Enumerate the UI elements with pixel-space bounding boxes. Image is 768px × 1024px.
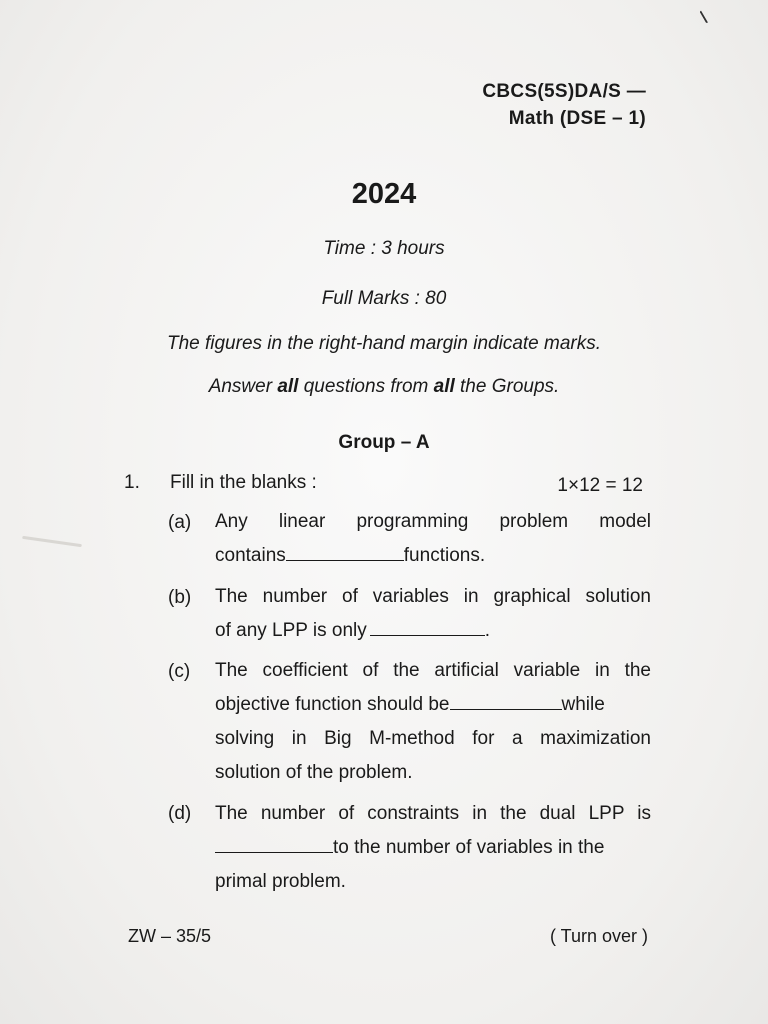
fill-blank — [450, 691, 562, 710]
item-label-b: (b) — [168, 587, 192, 608]
paper-scuff-mark — [22, 536, 82, 547]
item-label-d: (d) — [168, 803, 192, 824]
footer-turn-over: ( Turn over ) — [549, 926, 648, 946]
instruction-part: the Groups. — [454, 376, 560, 397]
item-c-line1: The coefficient of the artificial variable in the — [215, 660, 651, 681]
paper-code-line2: Math (DSE – 1) — [508, 108, 646, 129]
item-d-line1: The number of constraints in the dual LPP is — [215, 803, 651, 824]
paper-code-block — [482, 78, 646, 132]
item-b-text: of any LPP is only — [215, 620, 367, 641]
fill-blank — [215, 834, 333, 853]
instruction-bold-all: all — [433, 376, 455, 397]
item-c-line4: solution of the problem. — [215, 762, 413, 783]
item-b-line1: The number of variables in graphical solution — [215, 586, 651, 607]
item-label-c: (c) — [168, 661, 191, 682]
question-marks: 1×12 = 12 — [557, 475, 643, 496]
item-text-d — [215, 797, 651, 899]
item-text-c — [215, 654, 651, 790]
question-text: Fill in the blanks : — [170, 472, 317, 493]
instruction-bold-all: all — [277, 376, 299, 397]
fill-blank — [286, 542, 404, 561]
fill-blank — [370, 617, 485, 636]
instruction-answer-all — [0, 376, 768, 398]
instruction-part: Answer — [208, 376, 278, 397]
item-c-line3: solving in Big M-method for a maximization — [215, 728, 651, 749]
item-d-line3: primal problem. — [215, 871, 346, 892]
exam-year: 2024 — [351, 178, 417, 210]
item-label-a: (a) — [168, 512, 192, 533]
instruction-part: questions from — [298, 376, 434, 397]
item-a-text: functions. — [403, 545, 486, 566]
item-a-text: contains — [215, 545, 286, 566]
item-c-line2 — [215, 688, 651, 722]
item-a-line1: Any linear programming problem model — [215, 511, 651, 532]
item-b-line2 — [215, 614, 651, 648]
footer-paper-code: ZW – 35/5 — [128, 926, 212, 946]
item-c-text: while — [561, 694, 605, 715]
paper-code-line1: CBCS(5S)DA/S — — [482, 81, 646, 102]
item-text-a — [215, 505, 651, 573]
corner-pen-mark — [699, 0, 742, 24]
item-text-b — [215, 580, 651, 648]
instruction-marks-margin: The figures in the right-hand margin indicate marks. — [166, 333, 602, 354]
question-number: 1. — [124, 472, 140, 493]
item-d-line2 — [215, 831, 651, 865]
item-c-text: objective function should be — [215, 694, 450, 715]
item-b-text: . — [484, 620, 491, 641]
exam-time: Time : 3 hours — [323, 238, 445, 259]
item-a-line2 — [215, 539, 651, 573]
group-heading: Group – A — [338, 432, 430, 453]
item-d-text: to the number of variables in the — [333, 837, 605, 858]
exam-full-marks: Full Marks : 80 — [321, 288, 447, 309]
